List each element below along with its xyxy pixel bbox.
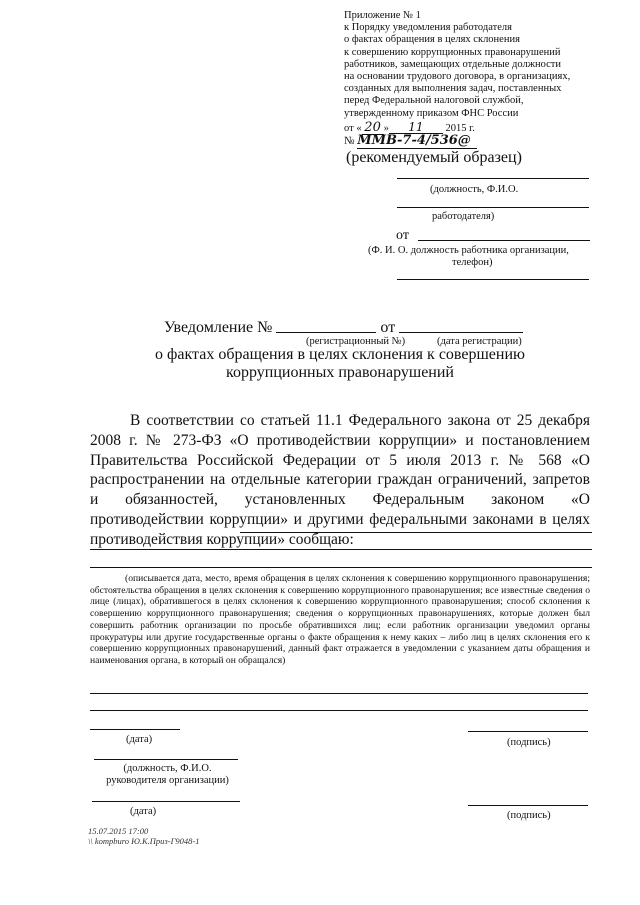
- signature-line-2: [468, 805, 588, 806]
- print-footer: [88, 826, 200, 846]
- signature-label: (подпись): [507, 737, 551, 748]
- date-line: [90, 729, 180, 730]
- head-line: [94, 759, 238, 760]
- notice-title-prefix: Уведомление №: [164, 319, 273, 336]
- worker-label-2: телефон): [452, 257, 493, 268]
- date-label-2: (дата): [130, 806, 157, 817]
- appendix-header: [344, 10, 614, 120]
- notice-subtitle-1: о фактах обращения в целях склонения к совершению: [155, 346, 525, 363]
- number-value: ММВ-7-4/536@: [357, 133, 477, 149]
- notice-title: [164, 318, 523, 337]
- appendix-line: на основании трудового договора, в организациях,: [344, 71, 571, 83]
- footer-line-2: \\ kompburo Ю.К.Приз-Г9048-1: [88, 836, 200, 846]
- date-day: 20: [362, 122, 384, 135]
- reg-number-label: (регистрационный №): [306, 336, 406, 347]
- appendix-line: перед Федеральной налоговой службой,: [344, 95, 524, 107]
- reg-date-label: (дата регистрации): [437, 336, 522, 347]
- signature-label-2: (подпись): [507, 810, 551, 821]
- date-label: (дата): [126, 734, 153, 745]
- date-mid: »: [383, 123, 389, 134]
- appendix-line: утвержденному приказом ФНС России: [344, 107, 519, 119]
- reg-number-blank: [276, 318, 376, 333]
- date-line-2: [92, 801, 240, 802]
- desc-line-2: [90, 710, 588, 711]
- notice-body: [90, 411, 590, 550]
- head-label-2: руководителя организации): [106, 775, 229, 786]
- position-label: (должность, Ф.И.О.: [430, 184, 519, 195]
- description-note: [90, 573, 590, 667]
- desc-line-1: [90, 693, 588, 694]
- from-label: от: [396, 228, 409, 243]
- body-paragraph: В соответствии со статьей 11.1 Федерального закона от 25 декабря 2008 г. № 273-ФЗ «О противодействии коррупции» и постановлением Правительства Российской Федерации от 5 июля 2013 г. № 568 «О распространении на отдельные категории граждан ограничений, запретов и обязанностей, установленных Федеральным законом «О противодействии коррупции» и другими федеральными законами в целях противодействия коррупции» сообщаю:: [90, 412, 590, 548]
- appendix-line: созданных для выполнения задач, поставленных: [344, 83, 562, 95]
- date-year: 2015 г.: [445, 123, 475, 134]
- date-month: 11: [389, 121, 443, 134]
- signature-line: [468, 731, 588, 732]
- employer-label: работодателя): [432, 211, 495, 222]
- from-line: [418, 240, 590, 241]
- worker-line: [397, 279, 589, 280]
- appendix-line: к Порядку уведомления работодателя: [344, 22, 512, 34]
- body-line-2: [90, 549, 592, 550]
- body-line-3: [90, 567, 592, 568]
- number-prefix: №: [344, 135, 355, 147]
- appendix-line: к совершению коррупционных правонарушений: [344, 46, 561, 58]
- appendix-line: работников, замещающих отдельные должности: [344, 58, 561, 70]
- order-number: [344, 133, 477, 149]
- reg-date-blank: [399, 318, 523, 333]
- note-paragraph: (описывается дата, место, время обращения в целях склонения к совершению коррупционного правонарушения; обстоятельства обращения в целях склонения к совершению коррупционного правонарушения; все известные сведения о лице (лицах), обратившегося в целях склонения к совершению коррупционного правонарушения; способ склонения к совершению коррупционного правонарушения; сведения о коррупционных правонарушениях, которые должен был совершить работник организации по просьбе обратившихся лиц; если работник организации уведомил органы прокуратуры или другие государственные органы о факте обращения к нему каких – либо лиц в целях склонения его к совершению коррупционных правонарушений, данный факт отражается в уведомлении с указанием даты обращения и наименования органа, в который он обращался): [90, 573, 590, 666]
- footer-line-1: 15.07.2015 17:00: [88, 826, 149, 836]
- employer-line: [397, 207, 589, 208]
- worker-label-1: (Ф. И. О. должность работника организации,: [368, 245, 569, 256]
- sample-label: (рекомендуемый образец): [346, 149, 522, 166]
- notice-subtitle-2: коррупционных правонарушений: [226, 364, 454, 381]
- notice-title-from: от: [380, 319, 396, 336]
- appendix-line: о фактах обращения в целях склонения: [344, 34, 520, 46]
- position-line: [397, 178, 589, 179]
- date-prefix: от «: [344, 123, 362, 134]
- appendix-line: Приложение № 1: [344, 10, 421, 21]
- body-line-1: [240, 532, 592, 533]
- head-label-1: (должность, Ф.И.О.: [123, 763, 212, 774]
